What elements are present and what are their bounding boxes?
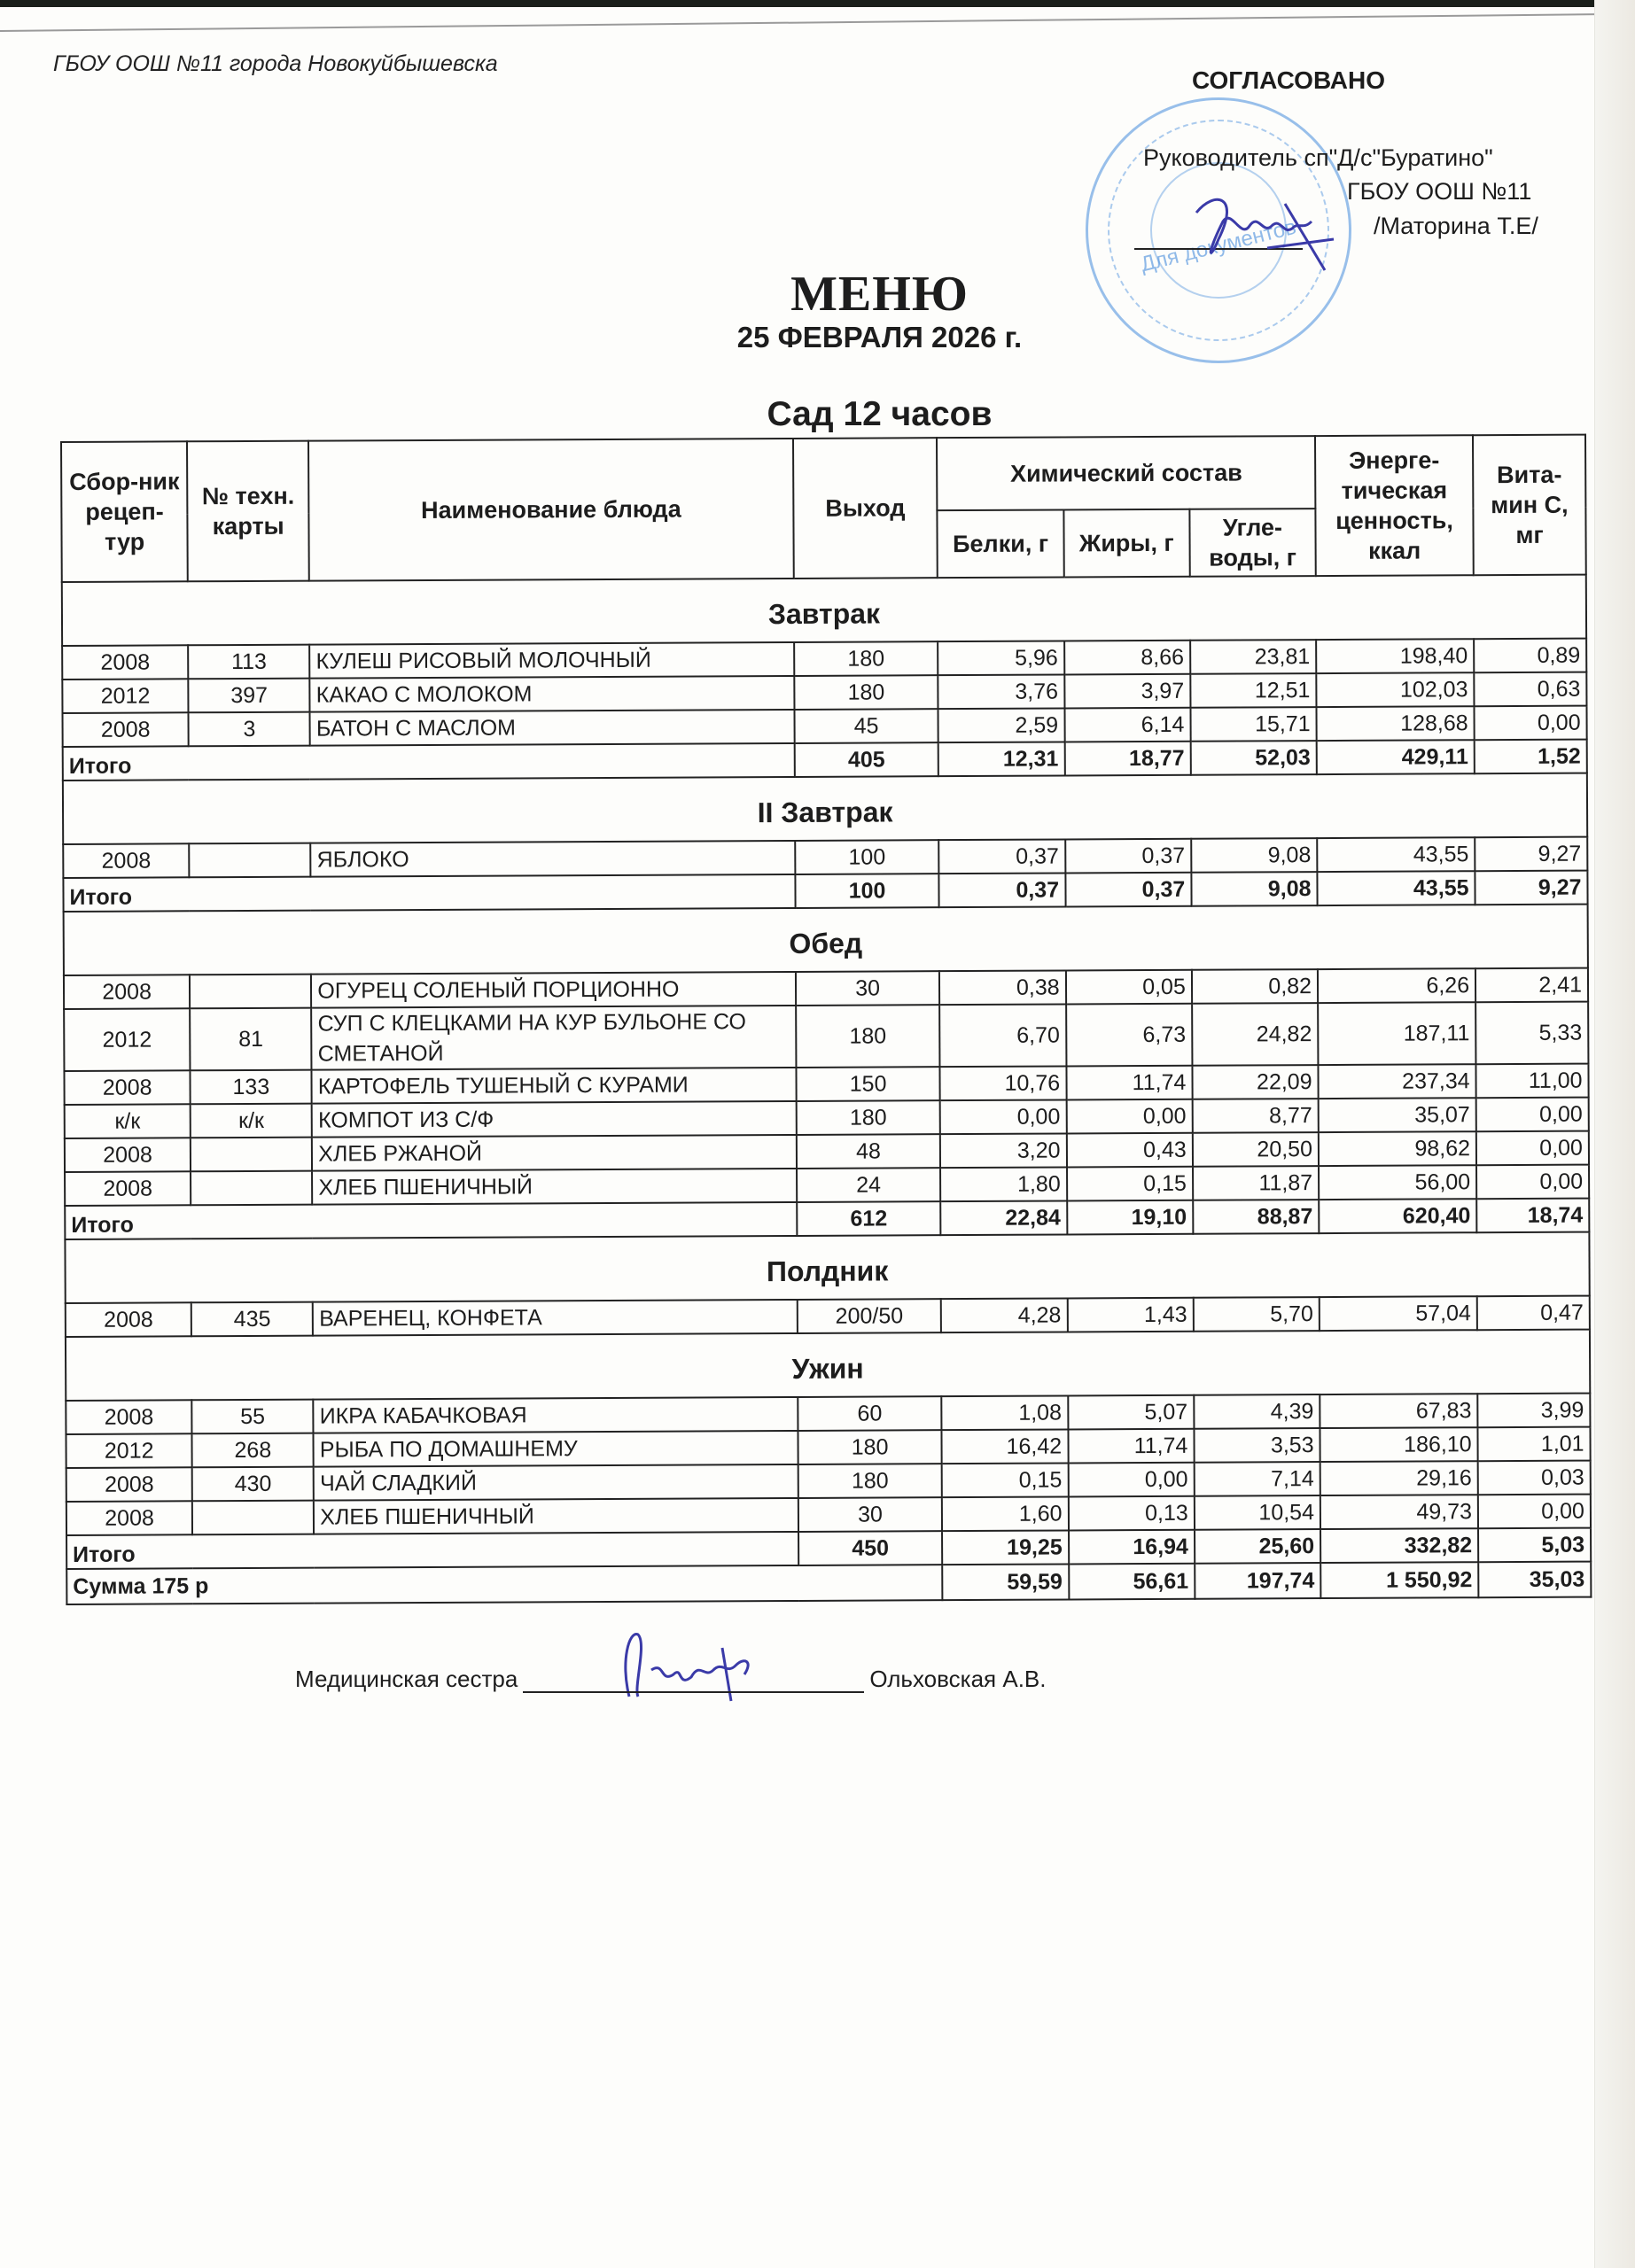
table-header-row xyxy=(61,435,1585,515)
cell-dish-name: ХЛЕБ ПШЕНИЧНЫЙ xyxy=(312,1169,797,1205)
cell-energy: 35,07 xyxy=(1319,1098,1476,1132)
grand-total-energy: 1 550,92 xyxy=(1320,1562,1478,1598)
cell-protein: 16,42 xyxy=(942,1429,1068,1464)
col-header-source: Сбор-ник рецеп-тур xyxy=(61,441,188,582)
cell-carbs: 22,09 xyxy=(1192,1065,1318,1099)
cell-output: 48 xyxy=(797,1134,941,1169)
cell-fat: 0,43 xyxy=(1066,1133,1192,1168)
cell-vitamin: 0,00 xyxy=(1476,1098,1589,1132)
cell-fat: 0,00 xyxy=(1068,1463,1194,1497)
cell-dish-name: СУП С КЛЕЦКАМИ НА КУР БУЛЬОНЕ СО СМЕТАНОЙ xyxy=(311,1006,796,1070)
cell-card xyxy=(191,1138,312,1172)
col-header-output: Выход xyxy=(793,438,938,579)
approval-role-line2: ГБОУ ООШ №11 xyxy=(1347,178,1532,205)
cell-card: 397 xyxy=(189,679,310,713)
total-carbs: 52,03 xyxy=(1190,741,1316,775)
total-carbs: 88,87 xyxy=(1193,1200,1319,1234)
col-header-protein: Белки, г xyxy=(938,509,1064,578)
section-title: Обед xyxy=(64,905,1588,975)
nurse-name: Ольховская А.В. xyxy=(869,1666,1047,1692)
cell-carbs: 15,71 xyxy=(1190,707,1316,742)
scan-edge-line xyxy=(0,13,1635,32)
cell-output: 180 xyxy=(794,675,938,710)
cell-protein: 0,15 xyxy=(942,1463,1068,1497)
cell-vitamin: 0,03 xyxy=(1478,1461,1591,1495)
cell-card xyxy=(191,1171,312,1206)
grand-total-protein: 59,59 xyxy=(943,1564,1069,1600)
table-row xyxy=(64,1002,1588,1071)
cell-energy: 6,26 xyxy=(1318,968,1475,1003)
cell-carbs: 23,81 xyxy=(1190,640,1316,674)
cell-dish-name: ХЛЕБ РЖАНОЙ xyxy=(312,1135,797,1171)
cell-carbs: 5,70 xyxy=(1194,1297,1320,1332)
cell-energy: 57,04 xyxy=(1320,1296,1477,1331)
col-header-energy: Энерге-тическая ценность, ккал xyxy=(1315,435,1474,576)
menu-table xyxy=(60,434,1592,1605)
scan-edge-top xyxy=(0,0,1635,7)
cell-protein: 5,96 xyxy=(938,641,1063,675)
cell-protein: 2,59 xyxy=(938,708,1064,742)
cell-protein: 1,08 xyxy=(942,1395,1068,1430)
cell-vitamin: 11,00 xyxy=(1476,1064,1589,1099)
col-header-fat: Жиры, г xyxy=(1063,509,1190,578)
cell-output: 24 xyxy=(797,1168,941,1202)
cell-fat: 0,13 xyxy=(1068,1496,1194,1531)
total-vitamin: 9,27 xyxy=(1475,871,1587,905)
cell-card: 133 xyxy=(191,1070,312,1105)
grand-total-blank xyxy=(798,1565,943,1601)
cell-card xyxy=(189,843,310,878)
col-header-vitamin: Вита-мин С, мг xyxy=(1473,435,1586,576)
cell-energy: 186,10 xyxy=(1320,1427,1477,1462)
cell-protein: 0,00 xyxy=(940,1099,1066,1134)
cell-dish-name: ОГУРЕЦ СОЛЕНЫЙ ПОРЦИОННО xyxy=(311,972,796,1008)
cell-card: 430 xyxy=(192,1467,314,1502)
total-energy: 429,11 xyxy=(1317,740,1475,774)
cell-carbs: 4,39 xyxy=(1194,1394,1320,1429)
cell-output: 200/50 xyxy=(797,1299,941,1333)
cell-energy: 187,11 xyxy=(1318,1002,1475,1065)
total-output: 450 xyxy=(798,1531,943,1565)
cell-dish-name: КАРТОФЕЛЬ ТУШЕНЫЙ С КУРАМИ xyxy=(312,1068,797,1104)
cell-carbs: 8,77 xyxy=(1192,1099,1318,1133)
total-output: 612 xyxy=(797,1201,941,1236)
menu-table-body xyxy=(62,575,1592,1604)
cell-output: 30 xyxy=(796,971,940,1006)
total-protein: 22,84 xyxy=(941,1200,1067,1235)
total-protein: 0,37 xyxy=(939,873,1065,907)
cell-card: 55 xyxy=(192,1400,314,1434)
col-header-card: № техн. карты xyxy=(187,441,309,582)
total-vitamin: 18,74 xyxy=(1476,1199,1589,1233)
total-fat: 19,10 xyxy=(1067,1200,1193,1235)
cell-energy: 49,73 xyxy=(1320,1495,1478,1529)
page-title: МЕНЮ xyxy=(790,267,969,322)
cell-card: 3 xyxy=(189,712,310,747)
cell-source: 2012 xyxy=(64,1008,191,1071)
cell-dish-name: ИКРА КАБАЧКОВАЯ xyxy=(314,1397,798,1433)
cell-vitamin: 0,00 xyxy=(1476,1131,1589,1166)
cell-carbs: 12,51 xyxy=(1190,673,1316,708)
cell-source: 2008 xyxy=(65,1138,191,1172)
cell-fat: 5,07 xyxy=(1068,1395,1194,1430)
total-protein: 12,31 xyxy=(938,742,1064,776)
col-header-carbs: Угле-воды, г xyxy=(1189,509,1316,577)
cell-vitamin: 5,33 xyxy=(1475,1002,1588,1065)
cell-fat: 3,97 xyxy=(1064,674,1190,709)
cell-carbs: 9,08 xyxy=(1191,838,1317,873)
grand-total-vitamin: 35,03 xyxy=(1478,1562,1591,1598)
section-header-row xyxy=(63,773,1587,844)
cell-fat: 8,66 xyxy=(1064,641,1190,675)
total-carbs: 25,60 xyxy=(1195,1529,1320,1564)
cell-energy: 43,55 xyxy=(1317,837,1475,872)
cell-dish-name: ВАРЕНЕЦ, КОНФЕТА xyxy=(313,1300,798,1336)
cell-output: 180 xyxy=(794,641,938,676)
cell-protein: 0,38 xyxy=(939,970,1065,1005)
cell-protein: 3,76 xyxy=(938,674,1064,709)
approval-name: /Маторина Т.Е/ xyxy=(1374,213,1538,239)
cell-vitamin: 0,00 xyxy=(1478,1495,1591,1529)
stamp-center-text: Для документов xyxy=(1138,214,1299,277)
cell-output: 60 xyxy=(798,1396,942,1431)
cell-carbs: 20,50 xyxy=(1193,1132,1319,1167)
cell-carbs: 0,82 xyxy=(1192,969,1318,1004)
total-output: 100 xyxy=(795,874,939,908)
section-header-row xyxy=(65,1232,1589,1303)
cell-source: 2008 xyxy=(66,1400,191,1434)
menu-subtitle: Сад 12 часов xyxy=(767,395,993,433)
cell-vitamin: 0,00 xyxy=(1475,706,1587,741)
cell-vitamin: 2,41 xyxy=(1475,968,1588,1003)
section-title: Полдник xyxy=(65,1232,1589,1303)
cell-source: 2008 xyxy=(63,843,189,878)
cell-energy: 67,83 xyxy=(1320,1394,1477,1428)
cell-source: 2008 xyxy=(66,1501,192,1535)
cell-output: 100 xyxy=(795,840,939,874)
total-vitamin: 5,03 xyxy=(1478,1528,1591,1563)
total-vitamin: 1,52 xyxy=(1475,740,1587,774)
cell-carbs: 7,14 xyxy=(1194,1462,1320,1496)
total-output: 405 xyxy=(794,742,938,777)
cell-protein: 4,28 xyxy=(941,1298,1067,1332)
cell-protein: 1,80 xyxy=(940,1167,1066,1201)
cell-energy: 29,16 xyxy=(1320,1461,1478,1495)
total-protein: 19,25 xyxy=(942,1530,1068,1565)
cell-fat: 6,73 xyxy=(1066,1004,1193,1067)
cell-fat: 11,74 xyxy=(1066,1066,1192,1100)
cell-vitamin: 0,47 xyxy=(1477,1296,1590,1331)
cell-vitamin: 0,63 xyxy=(1474,672,1586,707)
nurse-role: Медицинская сестра xyxy=(295,1666,518,1692)
total-energy: 332,82 xyxy=(1320,1528,1478,1563)
total-label: Итого xyxy=(63,743,795,781)
cell-dish-name: РЫБА ПО ДОМАШНЕМУ xyxy=(314,1431,798,1467)
cell-fat: 0,00 xyxy=(1066,1099,1192,1134)
cell-energy: 237,34 xyxy=(1318,1064,1475,1099)
cell-dish-name: ЧАЙ СЛАДКИЙ xyxy=(314,1464,798,1501)
section-header-row xyxy=(66,1330,1590,1401)
approval-role-line1: Руководитель сп"Д/с"Буратино" xyxy=(1143,144,1493,171)
section-header-row xyxy=(64,905,1588,975)
cell-card: к/к xyxy=(191,1104,312,1138)
cell-carbs: 11,87 xyxy=(1193,1166,1319,1200)
cell-output: 30 xyxy=(798,1497,943,1532)
cell-card: 268 xyxy=(192,1433,314,1468)
total-fat: 0,37 xyxy=(1065,873,1191,907)
nurse-signature-line xyxy=(523,1666,864,1693)
total-label: Итого xyxy=(66,1532,798,1569)
col-header-name: Наименование блюда xyxy=(308,439,793,581)
cell-card: 435 xyxy=(191,1302,313,1337)
cell-source: 2012 xyxy=(66,1433,191,1468)
cell-carbs: 10,54 xyxy=(1195,1495,1320,1530)
section-title: Ужин xyxy=(66,1330,1590,1401)
cell-protein: 1,60 xyxy=(942,1496,1068,1531)
cell-source: 2008 xyxy=(65,1171,191,1206)
cell-protein: 3,20 xyxy=(940,1133,1066,1168)
cell-vitamin: 0,00 xyxy=(1476,1165,1589,1200)
grand-total-fat: 56,61 xyxy=(1069,1564,1195,1600)
cell-dish-name: КАКАО С МОЛОКОМ xyxy=(310,676,795,712)
approval-title: СОГЛАСОВАНО xyxy=(1192,66,1385,94)
cell-output: 45 xyxy=(794,709,938,743)
cell-carbs: 3,53 xyxy=(1194,1428,1320,1463)
cell-fat: 0,05 xyxy=(1066,970,1192,1005)
total-energy: 43,55 xyxy=(1317,871,1475,905)
cell-protein: 0,37 xyxy=(939,839,1065,874)
cell-source: 2008 xyxy=(62,645,188,680)
cell-dish-name: КУЛЕШ РИСОВЫЙ МОЛОЧНЫЙ xyxy=(309,642,794,679)
cell-energy: 128,68 xyxy=(1317,706,1475,741)
grand-total-label: Сумма 175 р xyxy=(66,1565,798,1604)
cell-energy: 98,62 xyxy=(1319,1131,1476,1166)
cell-card: 113 xyxy=(188,645,309,680)
cell-source: 2008 xyxy=(64,1070,190,1105)
cell-card: 81 xyxy=(190,1008,311,1071)
section-header-row xyxy=(62,575,1586,646)
cell-fat: 0,37 xyxy=(1065,839,1191,874)
cell-dish-name: ХЛЕБ ПШЕНИЧНЫЙ xyxy=(314,1498,798,1534)
cell-output: 180 xyxy=(798,1430,942,1464)
cell-source: к/к xyxy=(65,1104,191,1138)
cell-fat: 11,74 xyxy=(1068,1429,1194,1464)
cell-output: 150 xyxy=(796,1067,940,1101)
total-carbs: 9,08 xyxy=(1191,872,1317,906)
total-label: Итого xyxy=(65,1202,797,1239)
cell-vitamin: 9,27 xyxy=(1475,837,1587,872)
cell-fat: 1,43 xyxy=(1067,1298,1193,1332)
cell-card xyxy=(192,1501,314,1535)
cell-fat: 6,14 xyxy=(1064,708,1190,742)
cell-output: 180 xyxy=(796,1005,940,1068)
cell-protein: 10,76 xyxy=(940,1066,1066,1100)
cell-carbs: 24,82 xyxy=(1192,1003,1319,1066)
cell-energy: 102,03 xyxy=(1316,672,1474,707)
cell-energy: 198,40 xyxy=(1316,639,1474,673)
cell-energy: 56,00 xyxy=(1319,1165,1476,1200)
cell-source: 2008 xyxy=(66,1302,191,1337)
col-header-chem-group: Химический состав xyxy=(937,436,1315,510)
cell-output: 180 xyxy=(796,1100,940,1135)
cell-source: 2008 xyxy=(66,1467,192,1502)
grand-total-row xyxy=(66,1562,1591,1604)
cell-fat: 0,15 xyxy=(1067,1167,1193,1201)
menu-date: 25 ФЕВРАЛЯ 2026 г. xyxy=(736,321,1023,353)
cell-output: 180 xyxy=(798,1464,942,1498)
cell-card xyxy=(190,975,311,1009)
cell-dish-name: ЯБЛОКО xyxy=(311,841,796,877)
grand-total-carbs: 197,74 xyxy=(1195,1563,1320,1599)
cell-vitamin: 3,99 xyxy=(1477,1394,1590,1428)
cell-source: 2008 xyxy=(63,712,189,747)
nurse-signature-block xyxy=(295,1666,1047,1693)
cell-dish-name: БАТОН С МАСЛОМ xyxy=(310,710,795,746)
total-fat: 18,77 xyxy=(1064,742,1190,776)
cell-vitamin: 1,01 xyxy=(1478,1427,1591,1462)
total-energy: 620,40 xyxy=(1319,1199,1476,1233)
total-label: Итого xyxy=(63,874,795,912)
cell-source: 2012 xyxy=(62,679,188,713)
section-title: Завтрак xyxy=(62,575,1586,646)
organization-name: ГБОУ ООШ №11 города Новокуйбышевска xyxy=(53,51,498,76)
cell-protein: 6,70 xyxy=(939,1004,1066,1067)
total-fat: 16,94 xyxy=(1069,1530,1195,1565)
section-title: II Завтрак xyxy=(63,773,1587,844)
cell-dish-name: КОМПОТ ИЗ С/Ф xyxy=(312,1101,797,1138)
cell-source: 2008 xyxy=(64,975,190,1009)
cell-vitamin: 0,89 xyxy=(1474,639,1586,673)
